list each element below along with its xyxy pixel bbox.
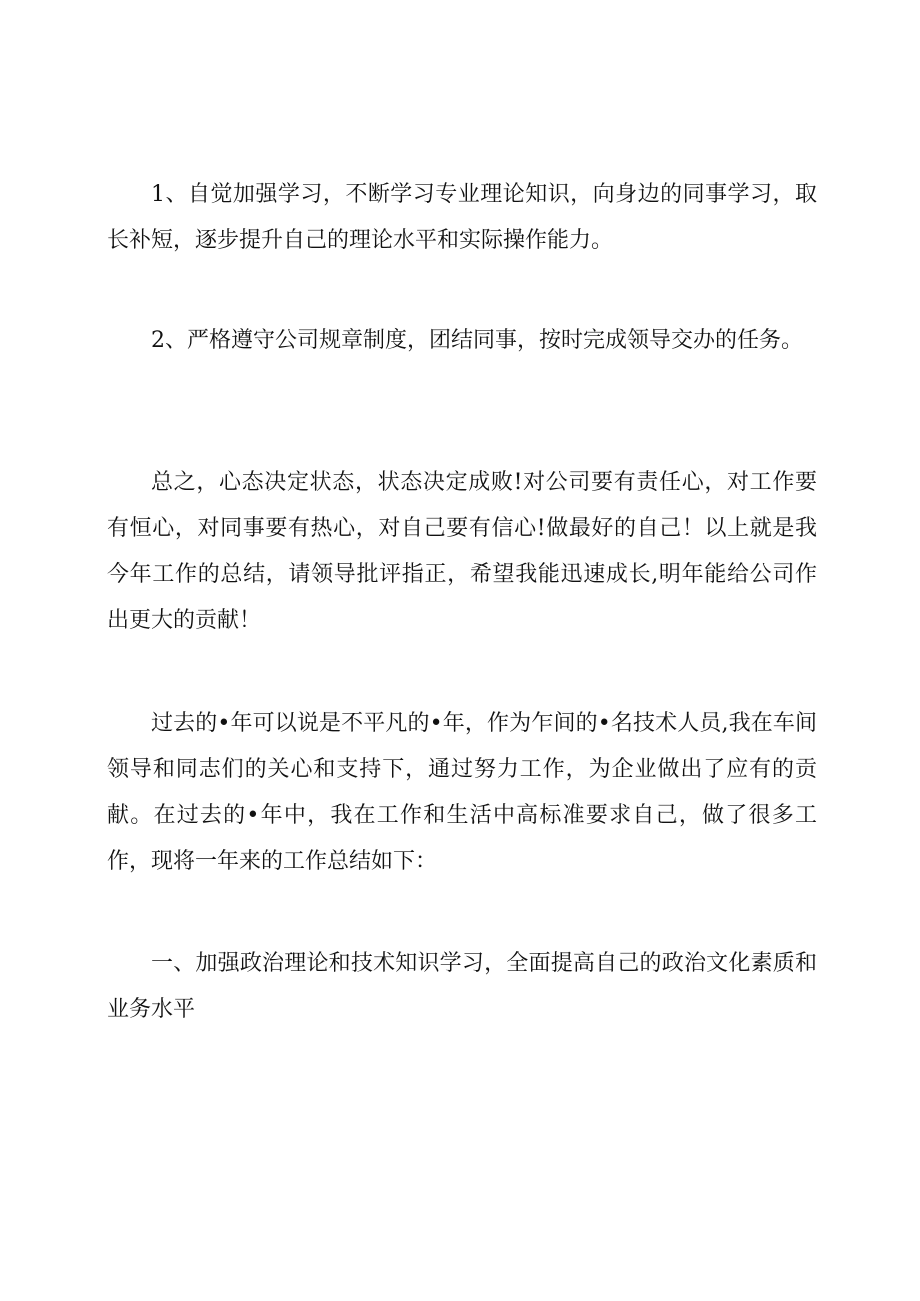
paragraph-conclusion: 总之，心态决定状态，状态决定成败!对公司要有责任心，对工作要有恒心，对同事要有热心，对自己要有信心!做最好的自己！以上就是我今年工作的总结，请领导批评指正，希望我能迅速成长,明年能给公司作出更大的贡献！ <box>107 470 817 633</box>
paragraph-rules: 2、严格遵守公司规章制度，团结同事，按时完成领导交办的任务。 <box>151 328 803 353</box>
paragraph-study: 1、自觉加强学习，不断学习专业理论知识，向身边的同事学习，取长补短，逐步提升自己的理论水平和实际操作能力。 <box>107 182 817 253</box>
paragraph-year-review: 过去的•年可以说是不平凡的•年，作为乍间的•名技术人员,我在车间领导和同志们的关心和支持下，通过努力工作，为企业做出了应有的贡献。在过去的•年中，我在工作和生活中高标准要求自己，做了很多工作，现将一年来的工作总结如下： <box>107 711 817 874</box>
section-heading-politics-study: 一、加强政治理论和技术知识学习，全面提高自己的政治文化素质和业务水平 <box>107 951 817 1022</box>
